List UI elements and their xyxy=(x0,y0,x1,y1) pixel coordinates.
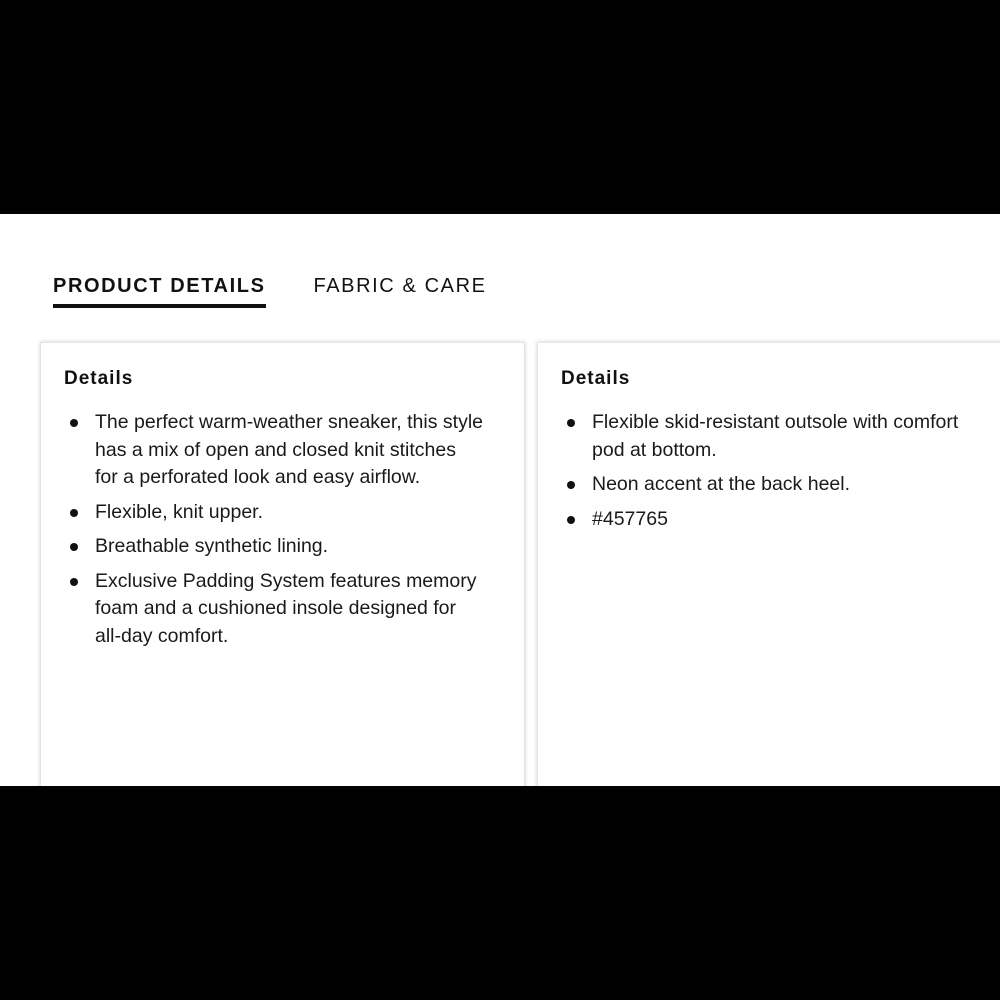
card-title: Details xyxy=(561,368,631,389)
tab-product-details[interactable]: PRODUCT DETAILS xyxy=(53,274,266,308)
bullet-icon xyxy=(70,543,78,551)
card-title: Details xyxy=(64,368,134,389)
list-item xyxy=(561,506,981,534)
list-item xyxy=(561,409,981,464)
bullet-icon xyxy=(567,419,575,427)
bullet-icon xyxy=(70,578,78,586)
bullet-icon xyxy=(70,419,78,427)
list-item xyxy=(64,409,484,492)
list-item-text: Exclusive Padding System features memory foam and a cushioned insole designed for all-day comfort. xyxy=(95,569,477,647)
product-info-section xyxy=(0,214,1000,786)
details-list xyxy=(64,409,484,657)
list-item xyxy=(64,568,484,651)
details-list xyxy=(561,409,981,540)
bullet-icon xyxy=(567,516,575,524)
list-item xyxy=(64,533,484,561)
style-number: #457765 xyxy=(592,507,668,530)
list-item-text: Flexible skid-resistant outsole with comfort pod at bottom. xyxy=(592,411,959,461)
list-item xyxy=(64,499,484,527)
tab-fabric-care[interactable]: FABRIC & CARE xyxy=(313,275,487,297)
bullet-icon xyxy=(70,509,78,517)
tab-bar xyxy=(53,274,487,308)
list-item-text: Flexible, knit upper. xyxy=(95,500,264,523)
list-item-text: Breathable synthetic lining. xyxy=(95,535,329,557)
details-card-left xyxy=(40,342,525,786)
list-item-text: The perfect warm-weather sneaker, this style has a mix of open and closed knit stitches for a perforated look and easy airflow. xyxy=(95,411,483,488)
bullet-icon xyxy=(567,481,575,489)
list-item-text: Neon accent at the back heel. xyxy=(592,473,851,495)
details-card-right xyxy=(537,342,1000,786)
list-item xyxy=(561,471,981,499)
